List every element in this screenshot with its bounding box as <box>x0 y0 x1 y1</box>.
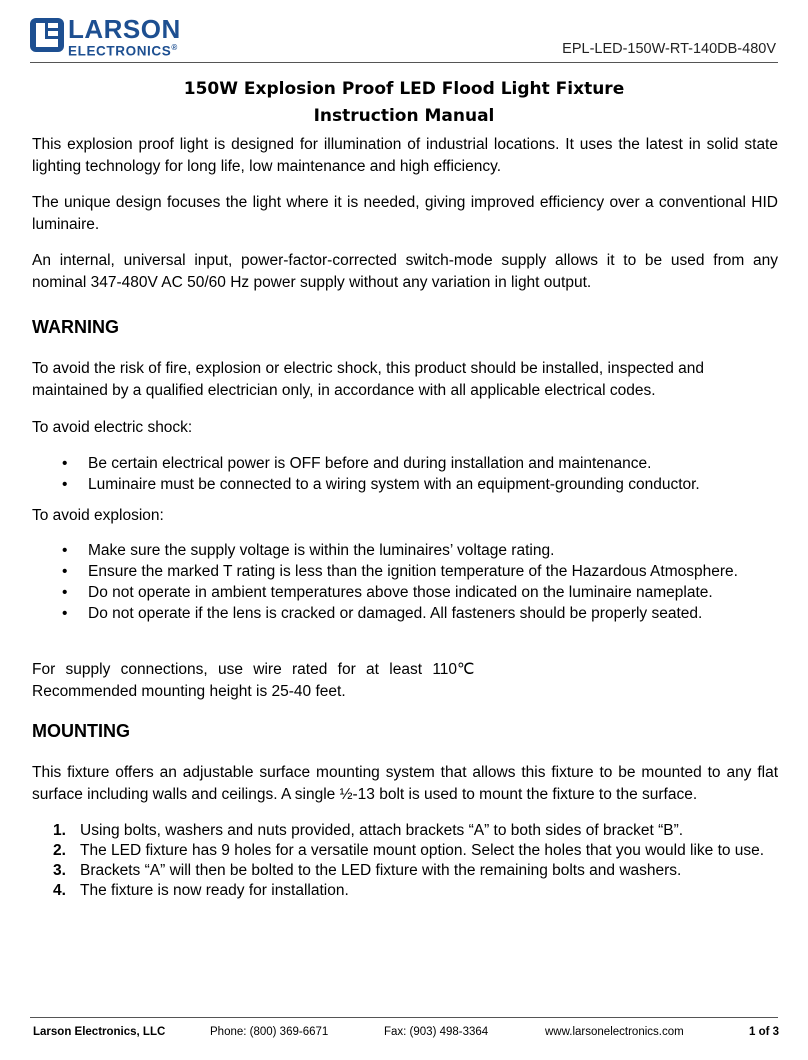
height-note: Recommended mounting height is 25-40 feet. <box>32 683 346 700</box>
document-title: 150W Explosion Proof LED Flood Light Fixture <box>183 79 625 99</box>
step-item: 3. Brackets “A” will then be bolted to the LED fixture with the remaining bolts and washers. <box>53 862 682 879</box>
intro-paragraph-1: This explosion proof light is designed for illumination of industrial locations. It uses the latest in solid state lighting technology for long life, low maintenance and high efficiency. <box>32 136 778 175</box>
footer-fax: Fax: (903) 498-3364 <box>384 1026 489 1038</box>
step-item: 2. The LED fixture has 9 holes for a versatile mount option. Select the holes that you would like to use. <box>53 842 765 859</box>
footer-phone: Phone: (800) 369-6671 <box>210 1026 329 1038</box>
step-item: 1. Using bolts, washers and nuts provided, attach brackets “A” to both sides of bracket “B”. <box>53 822 684 839</box>
mounting-intro: This fixture offers an adjustable surface mounting system that allows this fixture to be mounted to any flat surface including walls and ceilings. A single ½-13 bolt is used to mount the fixture to the surface. <box>32 764 778 803</box>
footer-company: Larson Electronics, LLC <box>33 1026 166 1038</box>
company-logo <box>30 14 200 59</box>
logo-wordmark-top: LARSON <box>68 14 181 44</box>
step-item: 4. The fixture is now ready for installation. <box>53 882 349 899</box>
header-divider <box>30 62 778 63</box>
footer-divider <box>30 1017 778 1018</box>
larson-logo-icon <box>30 18 64 52</box>
list-item: • Ensure the marked T rating is less than the ignition temperature of the Hazardous Atmosphere. <box>32 562 778 582</box>
list-item: • Do not operate in ambient temperatures above those indicated on the luminaire nameplate. <box>32 583 778 603</box>
document-subtitle: Instruction Manual <box>313 106 495 126</box>
explosion-list <box>32 541 778 625</box>
logo-wordmark-bottom: ELECTRONICS® <box>68 43 178 59</box>
mounting-heading: MOUNTING <box>32 721 130 741</box>
list-item: • Make sure the supply voltage is within the luminaires’ voltage rating. <box>32 541 778 561</box>
shock-label: To avoid electric shock: <box>32 419 193 436</box>
list-item: • Luminaire must be connected to a wiring system with an equipment-grounding conductor. <box>32 475 778 495</box>
footer-website: www.larsonelectronics.com <box>545 1026 684 1038</box>
explosion-label: To avoid explosion: <box>32 507 164 524</box>
shock-list <box>32 454 778 496</box>
model-number: EPL-LED-150W-RT-140DB-480V <box>562 41 776 57</box>
mounting-steps <box>32 821 778 901</box>
intro-paragraph-3: An internal, universal input, power-factor-corrected switch-mode supply allows it to be used from any nominal 347-480V AC 50/60 Hz power supply without any variation in light output. <box>32 252 778 291</box>
warning-heading: WARNING <box>32 317 119 337</box>
warning-intro: To avoid the risk of fire, explosion or electric shock, this product should be installed, inspected and maintained by a qualified electrician only, in accordance with all applicable electrical codes. <box>32 360 705 399</box>
supply-note: For supply connections, use wire rated for at least 110℃ <box>32 661 475 678</box>
list-item: • Be certain electrical power is OFF before and during installation and maintenance. <box>32 454 778 474</box>
intro-paragraph-2: The unique design focuses the light where it is needed, giving improved efficiency over a conventional HID luminaire. <box>32 194 778 233</box>
page-number: 1 of 3 <box>749 1026 780 1038</box>
list-item: • Do not operate if the lens is cracked or damaged. All fasteners should be properly seated. <box>32 604 778 624</box>
